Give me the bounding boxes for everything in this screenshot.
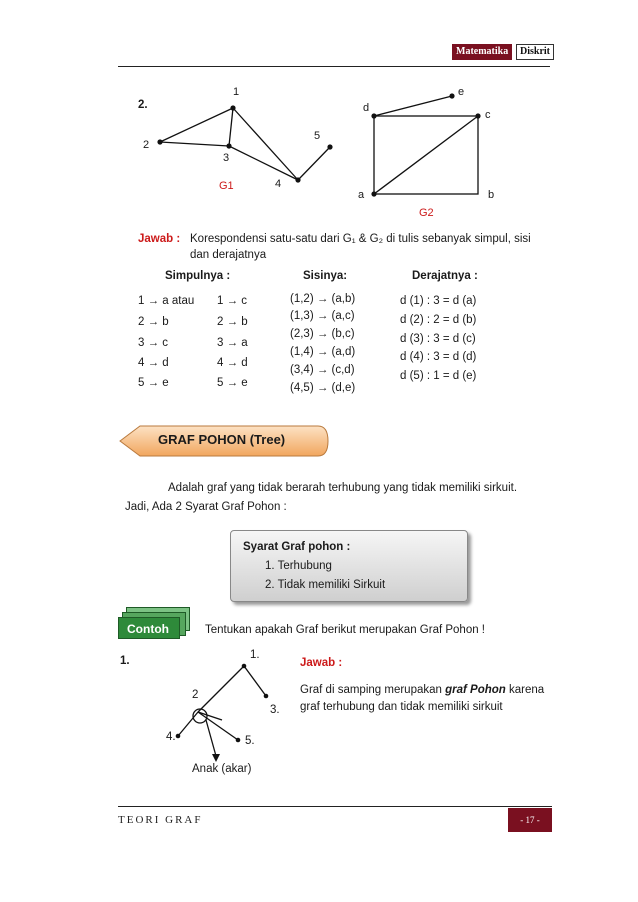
derajat-4: d (4) : 3 = d (d) — [400, 351, 477, 363]
sisi-2: (1,3) → (a,c) — [290, 310, 355, 322]
derajat-2: d (2) : 2 = d (b) — [400, 314, 477, 326]
section-number: 2. — [138, 99, 148, 111]
syarat-intro: Jadi, Ada 2 Syarat Graf Pohon : — [125, 501, 287, 513]
footer-rule — [118, 806, 552, 807]
simpul-a-5: 5 → e — [138, 377, 169, 389]
g2-node-c: c — [485, 109, 491, 121]
g2-node-d: d — [363, 102, 370, 114]
simpul-a-2: 2 → b — [138, 316, 169, 328]
tree-node-1: 1. — [250, 649, 260, 661]
jawab-text-2: dan derajatnya — [190, 249, 267, 261]
derajat-5: d (5) : 1 = d (e) — [400, 370, 477, 382]
contoh-tag: Contoh — [118, 617, 180, 639]
graph-g1 — [0, 0, 638, 230]
g1-node-5: 5 — [314, 130, 321, 142]
g2-node-b: b — [488, 189, 495, 201]
tree-node-4: 4. — [166, 731, 176, 743]
sisi-6: (4,5) → (d,e) — [290, 382, 356, 394]
page-number: - 17 - — [508, 808, 552, 832]
g1-label: G1 — [219, 180, 234, 192]
jawab-label: Jawab : — [138, 233, 181, 245]
syarat-item-1: 1. Terhubung — [265, 560, 332, 572]
banner-title: GRAF POHON (Tree) — [158, 432, 286, 447]
derajat-1: d (1) : 3 = d (a) — [400, 295, 477, 307]
tree-root-label: Anak (akar) — [192, 763, 252, 775]
g1-node-1: 1 — [233, 86, 240, 98]
g1-node-3: 3 — [223, 152, 230, 164]
simpul-b-5: 5 → e — [217, 377, 248, 389]
header-topic: Diskrit — [516, 44, 554, 60]
graph-g2 — [374, 96, 478, 194]
g1-node-4: 4 — [275, 178, 282, 190]
tree-node-2: 2 — [192, 689, 199, 701]
contoh-question: Tentukan apakah Graf berikut merupakan Graf Pohon ! — [205, 624, 485, 636]
example-answer-line-1: Graf di samping merupakan graf Pohon karena — [300, 684, 545, 696]
syarat-box — [230, 530, 468, 602]
syarat-item-2: 2. Tidak memiliki Sirkuit — [265, 579, 386, 591]
simpul-a-3: 3 → c — [138, 337, 169, 349]
tree-node-3: 3. — [270, 704, 280, 716]
g1-node-2: 2 — [143, 139, 150, 151]
simpul-b-1: 1 → c — [217, 295, 248, 307]
simpul-b-3: 3 → a — [217, 337, 248, 349]
derajat-3: d (3) : 3 = d (c) — [400, 333, 476, 345]
g2-label: G2 — [419, 207, 434, 219]
g2-node-a: a — [358, 189, 365, 201]
header-subject: Matematika — [452, 44, 512, 60]
head-sisi: Sisinya: — [303, 270, 348, 282]
sisi-1: (1,2) → (a,b) — [290, 293, 356, 305]
example-jawab-label: Jawab : — [300, 657, 343, 669]
simpul-b-2: 2 → b — [217, 316, 248, 328]
head-derajat: Derajatnya : — [412, 270, 478, 282]
sisi-5: (3,4) → (c,d) — [290, 364, 355, 376]
simpul-a-1: 1 → a atau — [138, 295, 195, 307]
footer-title: TEORI GRAF — [118, 814, 203, 826]
tree-node-5: 5. — [245, 735, 255, 747]
sisi-3: (2,3) → (b,c) — [290, 328, 355, 340]
syarat-title: Syarat Graf pohon : — [243, 541, 351, 553]
example-answer-line-2: graf terhubung dan tidak memiliki sirkuit — [300, 701, 503, 713]
g2-node-e: e — [458, 86, 465, 98]
example-number: 1. — [120, 655, 130, 667]
sisi-4: (1,4) → (a,d) — [290, 346, 356, 358]
jawab-text: Korespondensi satu-satu dari G₁ & G₂ di tulis sebanyak simpul, sisi — [190, 233, 531, 245]
simpul-a-4: 4 → d — [138, 357, 169, 369]
definition-text: Adalah graf yang tidak berarah terhubung yang tidak memiliki sirkuit. — [168, 482, 518, 494]
simpul-b-4: 4 → d — [217, 357, 248, 369]
head-simpul: Simpulnya : — [165, 270, 231, 282]
